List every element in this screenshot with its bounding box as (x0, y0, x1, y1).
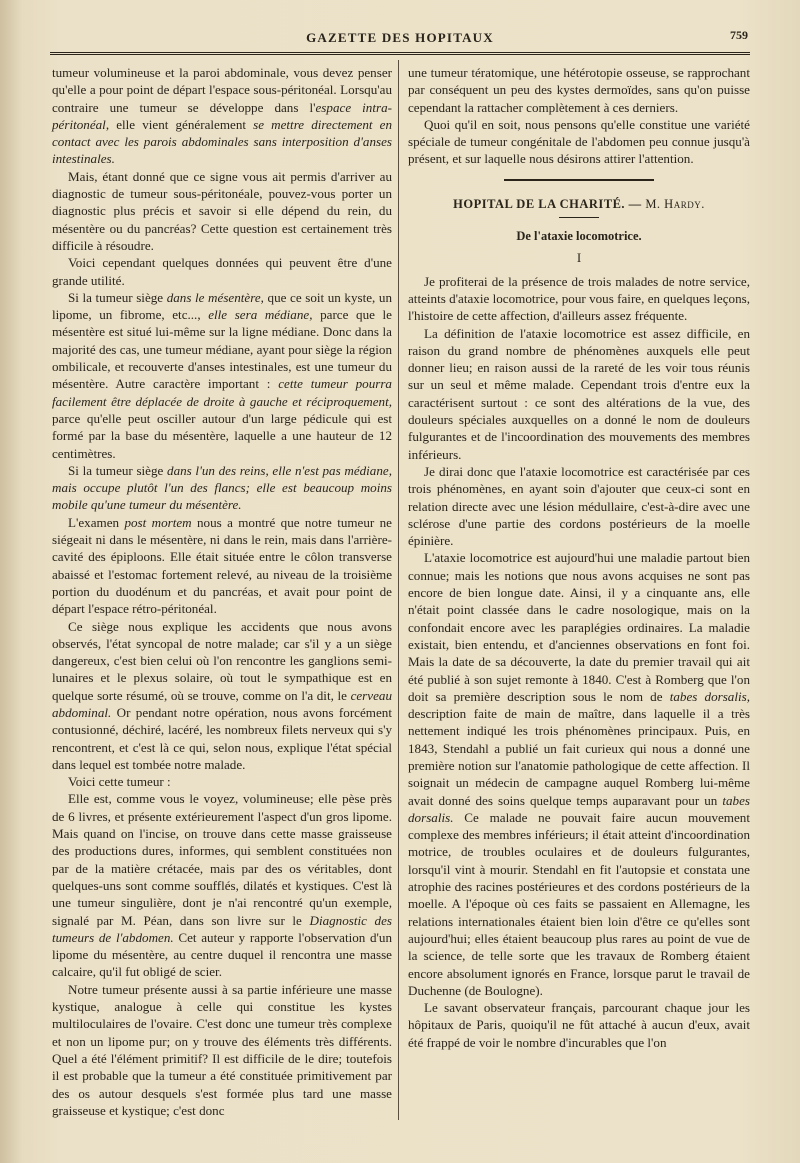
paragraph: L'ataxie locomotrice est aujourd'hui une maladie partout bien connue; mais les notions que nous avons acquises ne sont pas encore de bien longue date. Ainsi, il y a cinquante ans, elle n'était point classée dans le cadre nosologique, mais on la confondait encore avec les paraplégies ordinaires. La maladie existait, bien entendu, et d'anciennes observations en font foi. Mais la date de sa découverte, la date du premier travail qui ait été publié à son sujet remonte à 1840. C'est à Romberg que l'on doit sa première description sous le nom de tabes dorsalis, description faite de main de maître, dans laquelle il a très nettement indiqué les trois phénomènes principaux. Puis, en 1843, Stendahl a publié un fait curieux qui nous a donné une première notion sur l'anatomie pathologique de cette affection. Il soignait un médecin de campagne auquel Romberg lui-même avait donné des soins quelque temps auparavant pour un tabes dorsalis. Ce malade ne pouvait faire aucun mouvement complexe des membres inférieurs; il était atteint d'incoordination motrice, de troubles oculaires et de douleurs fulgurantes, lorsqu'il vint à mourir. Stendahl en fit l'autopsie et constata une atrophie des racines postérieures et des cordons postérieurs de la moelle. A l'époque où ces faits se passaient en Allemagne, les relations internationales étaient bien loin d'être ce qu'elles sont aujourd'hui; elles étaient beaucoup plus rares au point de vue de la science, de telle sorte que les travaux de Romberg étaient encore absolument ignorés en France, lorsque parut le travail de Duchenne (de Boulogne). (408, 550, 751, 998)
paragraph: Notre tumeur présente aussi à sa partie inférieure une masse kystique, analogue à celle qui constitue les kystes multiloculaires de l'ovaire. C'est donc une tumeur très complexe et non un lipome pur; on y trouve des éléments très différents. Quel a été l'élément primitif? Il est difficile de le dire; toutefois il est probable que la tumeur a été constituée primitivement par des os autour desquels s'est formée plus tard une masse graisseuse et kystique; c'est donc (52, 981, 392, 1118)
paragraph: Si la tumeur siège dans l'un des reins, elle n'est pas médiane, mais occupe plutôt l'un des flancs; elle est beaucoup moins mobile qu'une tumeur du mésentère. (52, 462, 392, 513)
paragraph: Mais, étant donné que ce signe vous ait permis d'arriver au diagnostic de tumeur sous-péritonéale, pouvez-vous porter un diagnostic plus précis et savoir si elle dépend du rein, du mésentère ou du pancréas? Cette question est certainement très difficile à résoudre. (52, 168, 392, 253)
paragraph: Le savant observateur français, parcourant chaque jour les hôpitaux de Paris, quoiqu'il ne fût attaché à aucun d'eux, avait été frappé de voir le nombre d'incurables que l'on (408, 1000, 750, 1050)
paragraph: Quoi qu'il en soit, nous pensons qu'elle constitue une variété spéciale de tumeur congénitale de l'abdomen peu connue jusqu'à présent, et sur laquelle nous désirons attirer l'attention. (408, 116, 750, 167)
left-column (52, 64, 392, 1119)
paragraph: La définition de l'ataxie locomotrice est assez difficile, en raison du grand nombre de phénomènes auxquels elle peut donner lieu; en raison aussi de la rareté de les voir tous réunis sur un seul et même malade. Cependant trois d'entre eux la caractérisent surtout : ce sont des altérations de la vue, des douleurs spéciales auxquelles on a donné le nom de douleurs fulgurantes et de l'incoordination des mouvements des membres inférieurs. (408, 325, 750, 462)
paragraph: tumeur volumineuse et la paroi abdominale, vous devez penser qu'elle a pour point de départ l'espace sous-péritonéal. Lorsqu'au contraire une tumeur se développe dans l'espace intra-péritonéal, elle vient généralement se mettre directement en contact avec les parois abdominales sans interposition d'anses intestinales. (52, 65, 393, 167)
section-ornament-rule (408, 170, 750, 188)
paragraph: L'examen post mortem nous a montré que notre tumeur ne siégeait ni dans le mésentère, ni dans le rein, mais dans l'arrière-cavité des épiploons. Elle était située entre le côlon transverse abaissé et l'estomac fortement relevé, au niveau de la troisième portion du duodénum et du pancréas, et avait pour point de départ l'espace rétro-péritonéal. (52, 514, 392, 617)
section-title: HOPITAL DE LA CHARITÉ. — M. Hardy. (453, 196, 705, 211)
section-author: M. Hardy. (645, 196, 705, 211)
paragraph: Si la tumeur siège dans le mésentère, que ce soit un kyste, un lipome, un fibrome, etc..., elle sera médiane, parce que le mésentère est situé lui-même sur la ligne médiane. Donc dans la majorité des cas, une tumeur médiane, ayant pour siège la région ombilicale, et recouverte d'anses intestinales, est une tumeur du mésentère. Autre caractère important : cette tumeur pourra facilement être déplacée de droite à gauche et réciproquement, parce qu'elle peut osciller autour d'un large pédicule qui est formé par la base du mésentère, laquelle a une hauteur de 12 centimètres. (52, 289, 392, 461)
page-header (50, 26, 750, 52)
paragraph: Je dirai donc que l'ataxie locomotrice est caractérisée par ces trois phénomènes, en ayant soin d'ajouter que ceux-ci sont en relation directe avec une lésion médullaire, c'est-à-dire avec une sclérose d'une partie des cordons postérieurs de la moelle épinière. (408, 463, 750, 549)
paragraph: Voici cependant quelques données qui peuvent être d'une grande utilité. (52, 255, 392, 288)
right-column (408, 64, 750, 1051)
article-subtitle: De l'ataxie locomotrice. (516, 229, 642, 244)
column-divider (398, 60, 399, 1120)
paragraph: Elle est, comme vous le voyez, volumineuse; elle pèse près de 6 livres, et présente extérieurement l'aspect d'un gros lipome. Mais quand on l'incise, on trouve dans cette masse graisseuse des productions dures, informes, qui semblent constituées non par de la matière crétacée, mais par des os véritables, dont quelques-uns sont comme soufflés, dilatés et kystiques. C'est là une tumeur singulière, dont je n'ai rencontré qu'un exemple, signalé par M. Péan, dans son livre sur le Diagnostic des tumeurs de l'abdomen. Cet auteur y rapporte l'observation d'un lipome du mésentère, au centre duquel il rencontra une masse calcaire, qu'il fut obligé de scier. (52, 791, 393, 980)
header-rule (50, 52, 750, 55)
short-rule (559, 217, 599, 218)
paragraph: Voici cette tumeur : (68, 774, 171, 790)
paragraph: Ce siège nous explique les accidents que nous avons observés, l'état syncopal de notre malade; car s'il y a un siège dangereux, c'est bien celui où l'on rencontre les ganglions semi-lunaires et le plexus solaire, où tout le sympathique est en quelque sorte résumé, où se trouve, comme on l'a dit, le cerveau abdominal. Or pendant notre opération, nous avons forcément contusionné, déchiré, lacéré, les nombreux filets nerveux qui s'y rencontrent, et c'est là ce qui, selon nous, explique l'état spécial dans lequel est tombée notre malade. (52, 618, 392, 772)
chapter-numeral: I (576, 250, 582, 266)
paragraph: Je profiterai de la présence de trois malades de notre service, atteints d'ataxie locomotrice, pour vous faire, en quelques leçons, l'histoire de cette affection, d'ailleurs assez fréquente. (408, 273, 750, 324)
header-title: GAZETTE DES HOPITAUX (306, 30, 494, 45)
paragraph: une tumeur tératomique, une hétérotopie osseuse, se rapprochant par conséquent un peu des kystes dermoïdes, sans qu'on puisse cependant la rattacher complètement à ces derniers. (408, 65, 750, 115)
page-number: 759 (730, 28, 748, 42)
